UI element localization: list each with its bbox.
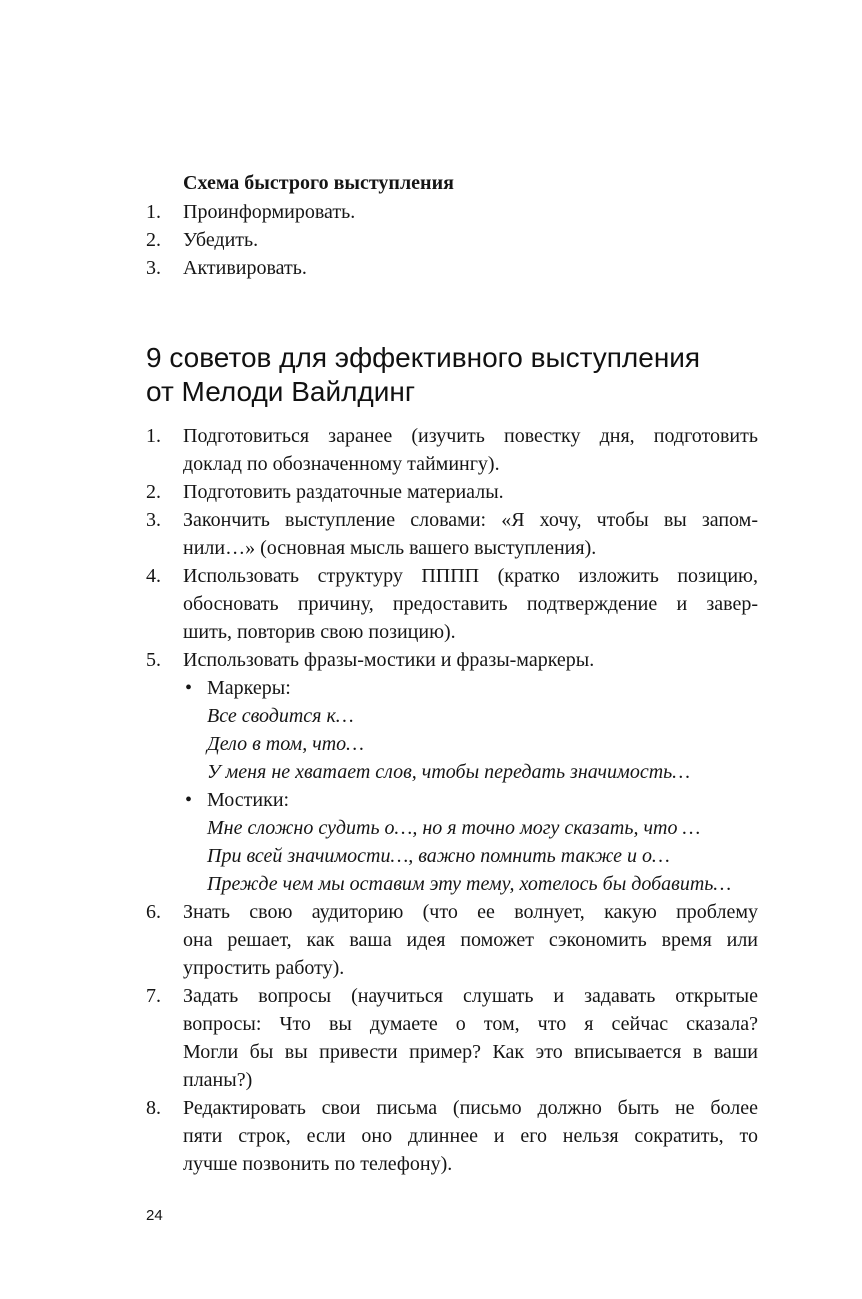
- section-heading: [146, 341, 700, 409]
- tip-number: 3.: [146, 509, 161, 531]
- scheme-list: [146, 198, 766, 282]
- tip-item: [146, 898, 758, 982]
- tip-line: Использовать структуру ПППП (кратко изложить позицию,: [183, 565, 758, 587]
- item-number: 1.: [146, 201, 161, 223]
- tip-number: 4.: [146, 565, 161, 587]
- tip-line: шить, повторив свою позицию).: [183, 621, 456, 643]
- tip-line: Закончить выступление словами: «Я хочу, чтобы вы запом-: [183, 509, 758, 531]
- bullet-icon: •: [185, 677, 193, 699]
- tip-number: 6.: [146, 901, 161, 923]
- tip-number: 7.: [146, 985, 161, 1007]
- tip-item: [146, 478, 758, 506]
- tip-line: обосновать причину, предоставить подтверждение и завер-: [183, 593, 758, 615]
- scheme-item: [146, 254, 766, 282]
- tip-item: [146, 982, 758, 1094]
- tip-line: упростить работу).: [183, 957, 345, 979]
- tip-line: доклад по обозначенному таймингу).: [183, 453, 500, 475]
- bridges-sublist: [183, 786, 758, 898]
- scheme-item: [146, 198, 766, 226]
- scheme-title: Схема быстрого выступления: [183, 172, 454, 194]
- item-text: Проинформировать.: [183, 201, 356, 223]
- item-text: Активировать.: [183, 257, 307, 279]
- tips-list: [146, 422, 758, 1178]
- example-phrase: Дело в том, что…: [207, 733, 364, 755]
- tip-number: 2.: [146, 481, 161, 503]
- tip-line: Знать свою аудиторию (что ее волнует, какую проблему: [183, 901, 758, 923]
- page-number: 24: [146, 1207, 163, 1224]
- sublist-label: Мостики:: [207, 789, 290, 811]
- tip-line: Подготовить раздаточные материалы.: [183, 481, 504, 503]
- tip-line: Использовать фразы-мостики и фразы-маркеры.: [183, 649, 595, 671]
- example-phrase: Прежде чем мы оставим эту тему, хотелось бы добавить…: [207, 873, 732, 895]
- bullet-icon: •: [185, 789, 193, 811]
- tip-line: Подготовиться заранее (изучить повестку дня, подготовить: [183, 425, 758, 447]
- markers-sublist: [183, 674, 758, 786]
- tip-line: лучше позвонить по телефону).: [183, 1153, 453, 1175]
- scheme-item: [146, 226, 766, 254]
- tip-line: пяти строк, если оно длиннее и его нельзя сократить, то: [183, 1125, 758, 1147]
- tip-item: [146, 646, 758, 898]
- tip-item: [146, 506, 758, 562]
- heading-line: от Мелоди Вайлдинг: [146, 376, 416, 407]
- tip-line: Задать вопросы (научиться слушать и задавать открытые: [183, 985, 758, 1007]
- item-text: Убедить.: [183, 229, 259, 251]
- tip-item: [146, 422, 758, 478]
- tip-number: 5.: [146, 649, 161, 671]
- tip-item: [146, 562, 758, 646]
- tip-line: вопросы: Что вы думаете о том, что я сейчас сказала?: [183, 1013, 758, 1035]
- tip-line: Редактировать свои письма (письмо должно быть не более: [183, 1097, 758, 1119]
- tip-line: нили…» (основная мысль вашего выступления).: [183, 537, 597, 559]
- tip-number: 1.: [146, 425, 161, 447]
- tip-line: она решает, как ваша идея поможет сэкономить время или: [183, 929, 758, 951]
- tip-item: [146, 1094, 758, 1178]
- tip-line: Могли бы вы привести пример? Как это вписывается в ваши: [183, 1041, 758, 1063]
- item-number: 3.: [146, 257, 161, 279]
- tip-line: планы?): [183, 1069, 253, 1091]
- heading-line: 9 советов для эффективного выступления: [146, 342, 701, 373]
- sublist-label: Маркеры:: [207, 677, 291, 699]
- example-phrase: Мне сложно судить о…, но я точно могу сказать, что …: [207, 817, 701, 839]
- example-phrase: У меня не хватает слов, чтобы передать значимость…: [207, 761, 691, 783]
- tip-number: 8.: [146, 1097, 161, 1119]
- example-phrase: При всей значимости…, важно помнить также и о…: [207, 845, 670, 867]
- example-phrase: Все сводится к…: [207, 705, 354, 727]
- item-number: 2.: [146, 229, 161, 251]
